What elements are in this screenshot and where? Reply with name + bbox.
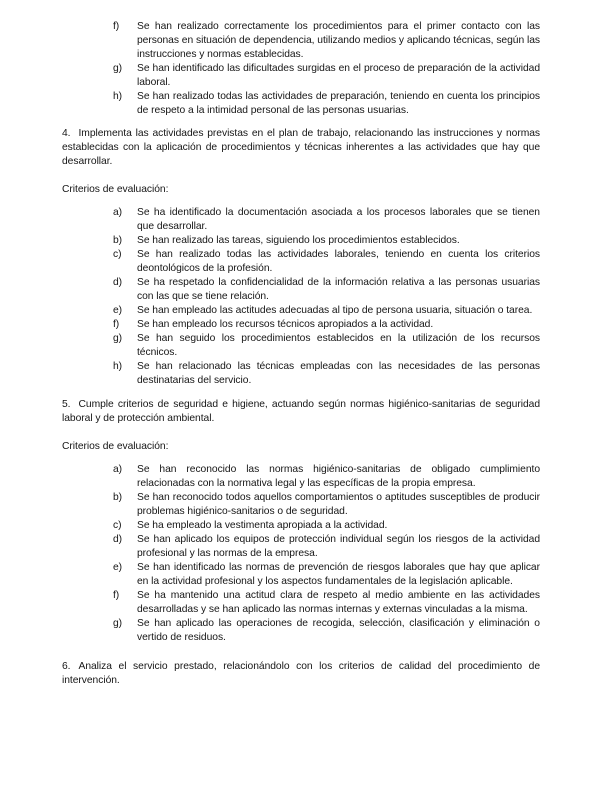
list-item xyxy=(62,463,540,491)
list-item xyxy=(62,20,540,62)
list-item-marker: c) xyxy=(113,249,122,260)
list-item-marker: a) xyxy=(113,464,123,475)
list-item xyxy=(62,276,540,304)
list-item-marker: e) xyxy=(113,562,123,573)
list-item-text: Se ha respetado la confidencialidad de la información relativa a las personas usuarias con las que se tiene relación. xyxy=(137,277,540,302)
list-item-marker: c) xyxy=(113,520,122,531)
list-item xyxy=(62,332,540,360)
list-item-text: Se ha empleado la vestimenta apropiada a la actividad. xyxy=(137,520,388,531)
list-item-text: Se han empleado las actitudes adecuadas al tipo de persona usuaria, situación o tarea. xyxy=(137,305,533,316)
list-item-text: Se han realizado correctamente los procedimientos para el primer contacto con las personas en situación de dependencia, utilizando medios y aplicando técnicas, según las instrucciones y normas establecidas. xyxy=(137,21,540,60)
list-item-text: Se han relacionado las técnicas empleadas con las necesidades de las personas destinatarias del servicio. xyxy=(137,361,540,386)
criteria-heading-5: Criterios de evaluación: xyxy=(62,441,169,452)
list-item xyxy=(62,519,540,533)
list-item xyxy=(62,304,540,318)
list-item-text: Se han empleado los recursos técnicos apropiados a la actividad. xyxy=(137,319,434,330)
list-item-marker: h) xyxy=(113,91,123,102)
list-item-text: Se han reconocido las normas higiénico-sanitarias de obligado cumplimiento relacionadas con la normativa legal y las específicas de la propia empresa. xyxy=(137,464,540,489)
outcome-text: Analiza el servicio prestado, relacionándolo con los criterios de calidad del procedimiento de intervención. xyxy=(62,661,540,686)
list-item xyxy=(62,561,540,589)
outcome-text: Implementa las actividades previstas en el plan de trabajo, relacionando las instrucciones y normas establecidas con la aplicación de procedimientos y técnicas inherentes a las actividades que hay que desarrollar. xyxy=(62,128,540,167)
list-item-marker: g) xyxy=(113,618,123,629)
list-item xyxy=(62,90,540,118)
list-item-marker: d) xyxy=(113,277,123,288)
list-item-marker: g) xyxy=(113,333,123,344)
list-item-text: Se han seguido los procedimientos establecidos en la utilización de los recursos técnicos. xyxy=(137,333,540,358)
list-item xyxy=(62,318,540,332)
outcome-text: Cumple criterios de seguridad e higiene, actuando según normas higiénico-sanitarias de seguridad laboral y de protección ambiental. xyxy=(62,399,540,424)
criteria-list-5 xyxy=(62,463,540,645)
list-item xyxy=(62,360,540,388)
list-item xyxy=(62,617,540,645)
list-item-marker: d) xyxy=(113,534,123,545)
list-item-text: Se ha mantenido una actitud clara de respeto al medio ambiente en las actividades desarrolladas y se han aplicado las normas internas y externas vinculadas a la misma. xyxy=(137,590,540,615)
list-item-marker: b) xyxy=(113,235,123,246)
criteria-list-intro xyxy=(62,20,540,118)
criteria-list-4 xyxy=(62,206,540,388)
criteria-heading-4: Criterios de evaluación: xyxy=(62,184,169,195)
list-item-text: Se han realizado todas las actividades de preparación, teniendo en cuenta los principios de respeto a la intimidad personal de las personas usuarias. xyxy=(137,91,540,116)
outcome-number: 6. xyxy=(62,661,71,672)
list-item xyxy=(62,234,540,248)
list-item-text: Se han identificado las dificultades surgidas en el proceso de preparación de la actividad laboral. xyxy=(137,63,540,88)
list-item-text: Se han identificado las normas de prevención de riesgos laborales que hay que aplicar en la actividad profesional y los aspectos fundamentales de la legislación aplicable. xyxy=(137,562,540,587)
learning-outcome-4 xyxy=(62,127,540,169)
outcome-number: 4. xyxy=(62,128,71,139)
list-item xyxy=(62,533,540,561)
list-item-marker: e) xyxy=(113,305,123,316)
list-item-text: Se han realizado todas las actividades laborales, teniendo en cuenta los criterios deontológicos de la profesión. xyxy=(137,249,540,274)
list-item xyxy=(62,589,540,617)
list-item-text: Se han realizado las tareas, siguiendo los procedimientos establecidos. xyxy=(137,235,460,246)
list-item-marker: a) xyxy=(113,207,123,218)
list-item-marker: f) xyxy=(113,21,120,32)
outcome-number: 5. xyxy=(62,399,71,410)
list-item-text: Se han reconocido todos aquellos comportamientos o aptitudes susceptibles de producir problemas higiénico-sanitarios o de seguridad. xyxy=(137,492,540,517)
list-item-marker: f) xyxy=(113,319,120,330)
list-item-text: Se han aplicado las operaciones de recogida, selección, clasificación y eliminación o vertido de residuos. xyxy=(137,618,540,643)
learning-outcome-5 xyxy=(62,398,540,426)
list-item xyxy=(62,491,540,519)
list-item-marker: h) xyxy=(113,361,123,372)
list-item-marker: f) xyxy=(113,590,120,601)
learning-outcome-6 xyxy=(62,660,540,688)
list-item-text: Se han aplicado los equipos de protección individual según los riesgos de la actividad profesional y las normas de la empresa. xyxy=(137,534,540,559)
list-item-marker: g) xyxy=(113,63,123,74)
list-item-marker: b) xyxy=(113,492,123,503)
document-content xyxy=(62,20,540,688)
list-item xyxy=(62,248,540,276)
list-item-text: Se ha identificado la documentación asociada a los procesos laborales que se tienen que desarrollar. xyxy=(137,207,540,232)
list-item xyxy=(62,206,540,234)
list-item xyxy=(62,62,540,90)
